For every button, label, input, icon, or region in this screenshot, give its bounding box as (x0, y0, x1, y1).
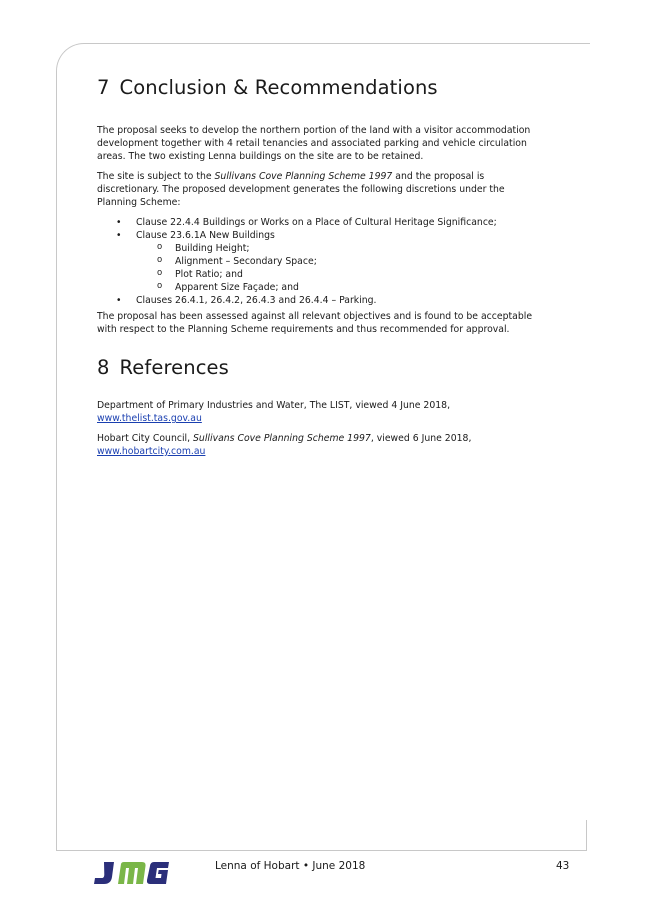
jmg-logo (92, 860, 170, 886)
document-content (97, 76, 547, 465)
reference-2: Hobart City Council, Sullivans Cove Planning Scheme 1997, viewed 6 June 2018, www.hobartcity.com.au (97, 433, 472, 457)
sub-list (136, 242, 547, 294)
footer-title: Lenna of Hobart • June 2018 (215, 860, 366, 872)
reference-1: Department of Primary Industries and Water, The LIST, viewed 4 June 2018, www.thelist.tas.gov.au (97, 400, 451, 424)
section-7-number: 7 (97, 76, 110, 99)
section-7-title: Conclusion & Recommendations (119, 76, 438, 99)
conclusion-paragraph-3: The proposal has been assessed against all relevant objectives and is found to be acceptable with respect to the Planning Scheme requirements and thus recommended for approval. (97, 311, 533, 335)
page-number: 43 (556, 860, 570, 872)
hobartcity-link[interactable]: www.hobartcity.com.au (97, 446, 206, 457)
page-frame-bottom (56, 820, 587, 851)
section-8-title: References (119, 356, 229, 379)
sub-list-item: o Apparent Size Façade; and (136, 281, 547, 294)
conclusion-paragraph-2: The site is subject to the Sullivans Cove Planning Scheme 1997 and the proposal is discretionary. The proposed development generates the following discretions under the Planning Scheme: (97, 171, 505, 208)
section-8-number: 8 (97, 356, 110, 379)
conclusion-paragraph-1: The proposal seeks to develop the northern portion of the land with a visitor accommodation development together with 4 retail tenancies and associated parking and vehicle circulation areas. The two existing Lenna buildings on the site are to be retained. (97, 125, 531, 162)
list-item: • Clause 23.6.1A New Buildings o Building Height; o Alignment – Secondary Space; o Plot Ratio; and o Apparent Size Façade; and (97, 229, 547, 294)
section-8-heading (97, 356, 547, 379)
discretions-list (97, 216, 547, 307)
section-7-heading (97, 76, 547, 99)
sub-list-item: o Plot Ratio; and (136, 268, 547, 281)
list-item: • Clauses 26.4.1, 26.4.2, 26.4.3 and 26.4.4 – Parking. (97, 294, 547, 307)
thelist-link[interactable]: www.thelist.tas.gov.au (97, 413, 202, 424)
list-item: • Clause 22.4.4 Buildings or Works on a Place of Cultural Heritage Significance; (97, 216, 547, 229)
planning-scheme-title: Sullivans Cove Planning Scheme 1997 (214, 171, 393, 182)
sub-list-item: o Alignment – Secondary Space; (136, 255, 547, 268)
sub-list-item: o Building Height; (136, 242, 547, 255)
